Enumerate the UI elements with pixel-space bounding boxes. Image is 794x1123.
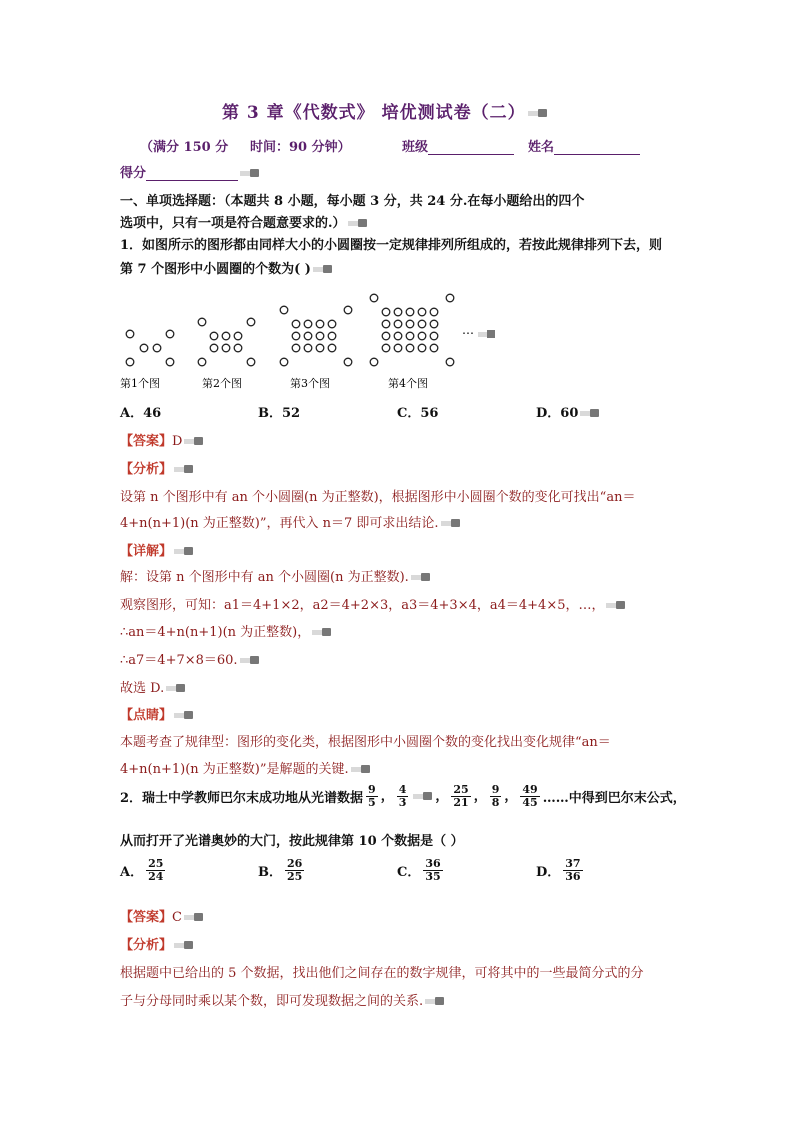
q2-stem-line1: 2．瑞士中学教师巴尔末成功地从光谱数据 $\frac{9}{5}$ ， $\frac{4}{3}$ ， $\frac{25}{21}$ ， $\frac{9}{8}$ ， $\frac{49}{45}$ ……中得到巴尔末公式， bbox=[120, 783, 686, 809]
score-blank[interactable] bbox=[146, 168, 238, 181]
class-blank[interactable] bbox=[428, 142, 514, 155]
header-time: 时间：90 分钟） bbox=[250, 140, 351, 155]
q1-detail-line3: ∴an＝4+n(n+1)(n 为正整数)， bbox=[120, 621, 334, 640]
q2-analysis-tag: 【分析】 bbox=[120, 934, 196, 953]
q1-comment-tag: 【点睛】 bbox=[120, 704, 196, 723]
marker-icon bbox=[348, 219, 370, 228]
figure-label-3: 第3个图 bbox=[290, 377, 330, 390]
marker-icon bbox=[411, 573, 433, 582]
q1-comment-line2: 4+n(n+1)(n 为正整数)”是解题的关键. bbox=[120, 758, 373, 777]
header-full-score: （满分 150 分 bbox=[140, 140, 229, 155]
figure-label-4: 第4个图 bbox=[388, 377, 428, 390]
marker-icon bbox=[313, 265, 335, 274]
marker-icon bbox=[240, 169, 262, 178]
marker-icon bbox=[174, 941, 196, 950]
section-heading: 一、单项选择题：（本题共 8 小题，每小题 3 分，共 24 分.在每小题给出的四个 bbox=[120, 194, 585, 209]
marker-icon bbox=[240, 656, 262, 665]
header-name: 姓名 bbox=[528, 136, 640, 155]
q1-stem-line2: 第 7 个图形中小圆圈的个数为( ) bbox=[120, 258, 335, 277]
q2-analysis-line1: 根据题中已给出的 5 个数据，找出他们之间存在的数字规律，可将其中的一些最简分式的分 bbox=[120, 966, 644, 981]
name-blank[interactable] bbox=[554, 142, 640, 155]
figure-label-2: 第2个图 bbox=[202, 377, 242, 390]
marker-icon bbox=[174, 547, 196, 556]
q1-option-d[interactable]: D．60 bbox=[536, 402, 602, 421]
q1-option-b[interactable]: B．52 bbox=[258, 406, 301, 421]
q2-analysis-line2: 子与分母同时乘以某个数，即可发现数据之间的关系. bbox=[120, 990, 447, 1009]
q1-stem-line1: 1．如图所示的图形都由同样大小的小圆圈按一定规律排列所组成的，若按此规律排列下去，则 bbox=[120, 238, 663, 253]
q1-detail-line1: 解：设第 n 个图形中有 an 个小圆圈(n 为正整数). bbox=[120, 566, 433, 585]
q1-analysis-line2: 4+n(n+1)(n 为正整数)”，再代入 n＝7 即可求出结论. bbox=[120, 512, 463, 531]
circle-pattern bbox=[118, 286, 498, 396]
figure-label-1: 第1个图 bbox=[120, 377, 160, 390]
marker-icon bbox=[351, 765, 373, 774]
q1-comment-line1: 本题考查了规律型：图形的变化类，根据图形中小圆圈个数的变化找出变化规律“an＝ bbox=[120, 735, 611, 750]
q1-detail-line5: 故选 D. bbox=[120, 677, 188, 696]
q1-detail-line2: 观察图形，可知：a1＝4+1×2，a2＝4+2×3，a3＝4+3×4，a4＝4+4×5，…， bbox=[120, 594, 628, 613]
marker-icon bbox=[184, 437, 206, 446]
marker-icon bbox=[184, 913, 206, 922]
section-heading-cont: 选项中，只有一项是符合题意要求的.） bbox=[120, 212, 370, 231]
figure-ellipsis: … bbox=[462, 323, 474, 337]
marker-icon bbox=[413, 792, 435, 801]
q1-answer: 【答案】D bbox=[120, 430, 206, 449]
q1-detail-tag: 【详解】 bbox=[120, 540, 196, 559]
q1-option-a[interactable]: A．46 bbox=[120, 406, 162, 421]
q2-option-a[interactable]: A． $\frac{25}{24}$ bbox=[120, 857, 164, 883]
marker-icon bbox=[312, 628, 334, 637]
header-score: 得分 bbox=[120, 162, 262, 181]
q1-option-c[interactable]: C．56 bbox=[397, 406, 439, 421]
marker-icon bbox=[174, 465, 196, 474]
q1-analysis-tag: 【分析】 bbox=[120, 458, 196, 477]
page-title: 第 3 章《代数式》 培优测试卷（二） bbox=[222, 98, 550, 123]
q2-stem-line2: 从而打开了光谱奥妙的大门，按此规律第 10 个数据是（ ） bbox=[120, 834, 464, 849]
header-class: 班级 bbox=[402, 136, 514, 155]
q1-analysis-line1: 设第 n 个图形中有 an 个小圆圈(n 为正整数)，根据图形中小圆圈个数的变化可找出“an＝ bbox=[120, 490, 636, 505]
q2-option-c[interactable]: C． $\frac{36}{35}$ bbox=[397, 857, 441, 883]
marker-icon bbox=[606, 601, 628, 610]
marker-icon bbox=[425, 997, 447, 1006]
marker-icon bbox=[441, 519, 463, 528]
marker-icon bbox=[174, 711, 196, 720]
marker-icon bbox=[166, 684, 188, 693]
q1-figure bbox=[118, 286, 498, 396]
q2-option-b[interactable]: B． $\frac{26}{25}$ bbox=[258, 857, 303, 883]
q1-detail-line4: ∴a7＝4+7×8＝60. bbox=[120, 649, 262, 668]
q2-option-d[interactable]: D． $\frac{37}{36}$ bbox=[536, 857, 581, 883]
marker-icon bbox=[528, 109, 550, 118]
q2-answer: 【答案】C bbox=[120, 906, 206, 925]
marker-icon bbox=[580, 409, 602, 418]
